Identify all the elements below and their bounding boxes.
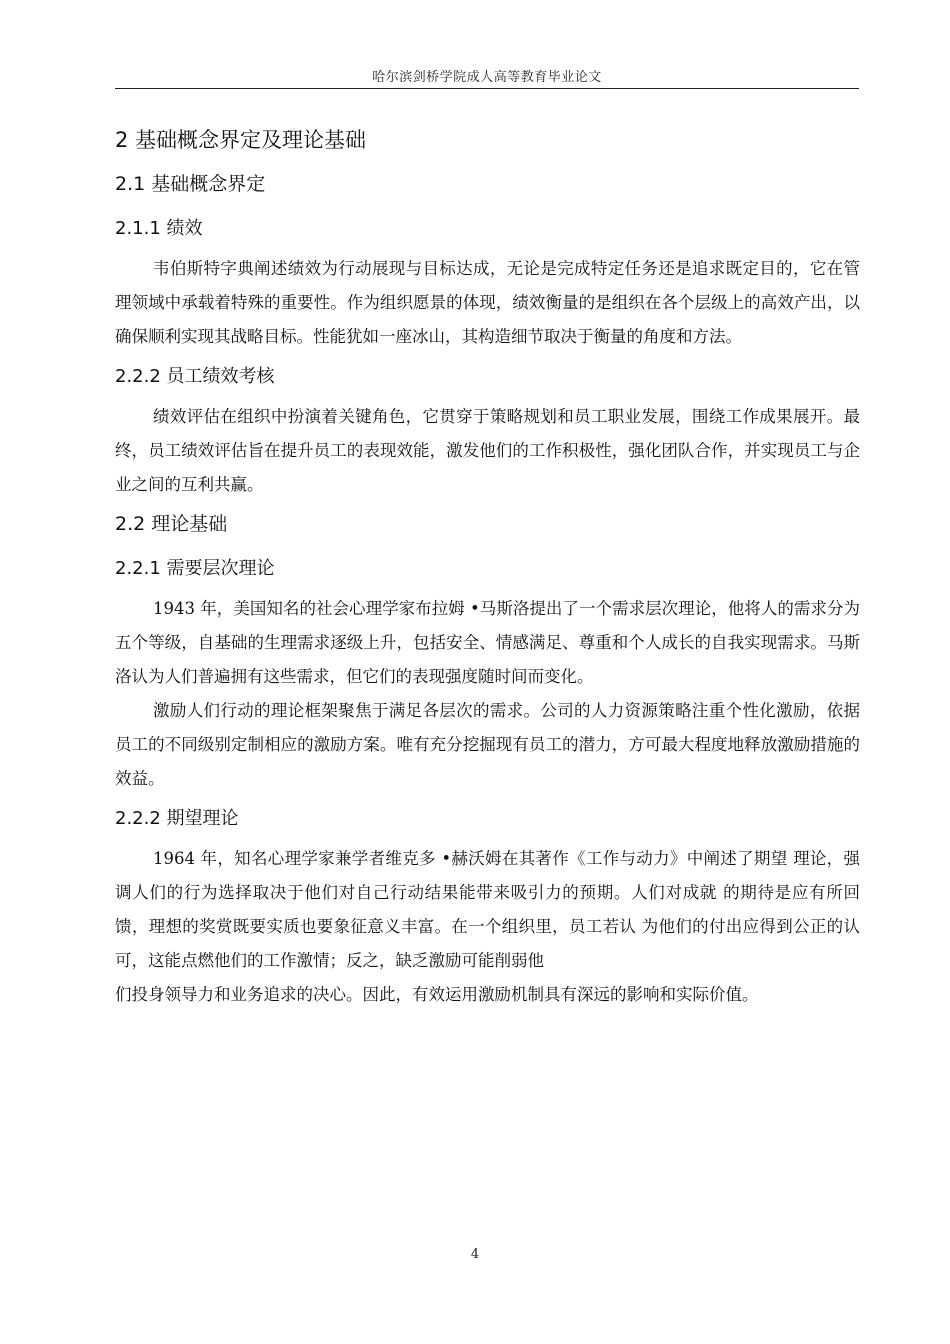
subsection-title-employee-appraisal: 2.2.2 员工绩效考核 <box>115 366 275 387</box>
subsection-title-2-2-1: 2.2.1 需要层次理论 <box>115 558 275 579</box>
page-body <box>115 118 860 1012</box>
subsection-title-expectancy: 2.2.2 期望理论 <box>115 808 239 829</box>
paragraph-maslow-2: 激励人们行动的理论框架聚焦于满足各层次的需求。公司的人力资源策略注重个性化激励，依据员工的不同级别定制相应的激励方案。唯有充分挖掘现有员工的潜力，方可最大程度地释放激励措施的效益。 <box>115 701 860 788</box>
running-header: 哈尔滨剑桥学院成人高等教育毕业论文 <box>372 70 602 85</box>
section-title-2-1: 2.1 基础概念界定 <box>115 173 266 195</box>
header-divider <box>115 88 859 89</box>
paragraph-performance: 韦伯斯特字典阐述绩效为行动展现与目标达成，无论是完成特定任务还是追求既定目的，它在管理领域中承载着特殊的重要性。作为组织愿景的体现，绩效衡量的是组织在各个层级上的高效产出，以确保顺利实现其战略目标。性能犹如一座冰山，其构造细节取决于衡量的角度和方法。 <box>115 259 860 346</box>
subsection-title-2-1-1: 2.1.1 绩效 <box>115 218 203 239</box>
paragraph-employee-appraisal: 绩效评估在组织中扮演着关键角色，它贯穿于策略规划和员工职业发展，围绕工作成果展开。最终，员工绩效评估旨在提升员工的表现效能，激发他们的工作积极性，强化团队合作，并实现员工与企业之间的互利共赢。 <box>115 407 860 494</box>
paragraph-expectancy-2: 们投身领导力和业务追求的决心。因此，有效运用激励机制具有深远的影响和实际价值。 <box>115 985 759 1004</box>
section-title-2-2: 2.2 理论基础 <box>115 513 228 535</box>
page-number: 4 <box>470 1247 480 1262</box>
paragraph-expectancy-1: 1964 年，知名心理学家兼学者维克多 •赫沃姆在其著作《工作与动力》中阐述了期望 理论，强调人们的行为选择取决于他们对自己行动结果能带来吸引力的预期。人们对成就 的期待是应有所回馈，理想的奖赏既要实质也要象征意义丰富。在一个组织里，员工若认 为他们的付出应得到公正的认可，这能点燃他们的工作激情；反之，缺乏激励可能削弱他 <box>115 849 860 970</box>
paragraph-maslow-1: 1943 年，美国知名的社会心理学家布拉姆 •马斯洛提出了一个需求层次理论，他将人的需求分为五个等级，自基础的生理需求逐级上升，包括安全、情感满足、尊重和个人成长的自我实现需求。马斯洛认为人们普遍拥有这些需求，但它们的表现强度随时间而变化。 <box>115 599 860 686</box>
chapter-title: 2 基础概念界定及理论基础 <box>115 128 367 152</box>
